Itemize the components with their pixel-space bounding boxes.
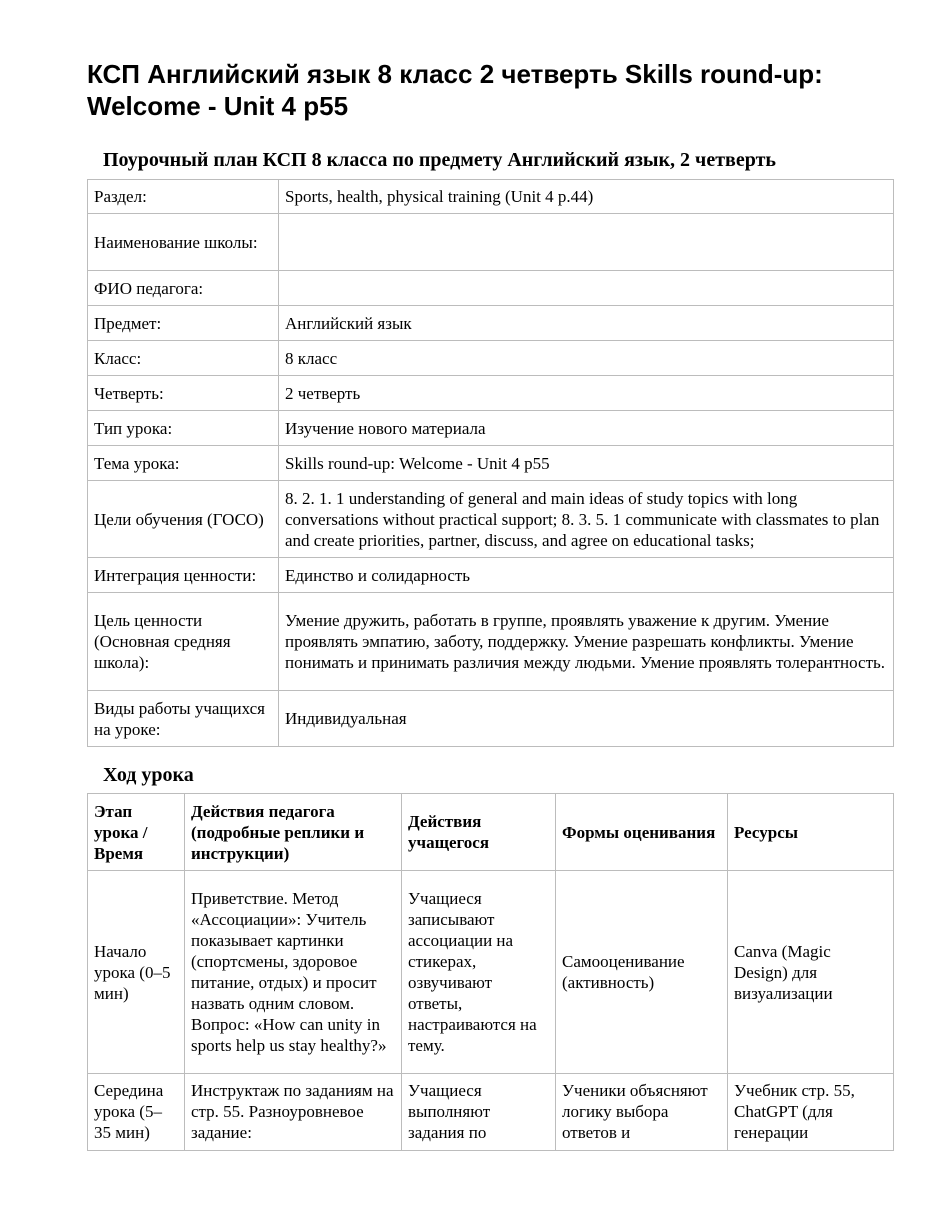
- document-title: КСП Английский язык 8 класс 2 четверть Skills round-up: Welcome - Unit 4 p55: [87, 59, 823, 121]
- info-value: 8 класс: [279, 341, 894, 376]
- table-cell: Приветствие. Метод «Ассоциации»: Учитель показывает картинки (спортсмены, здоровое питание, отдых) и просит назвать одним словом. Вопрос: «How can unity in sports help us stay healthy?»: [185, 871, 402, 1074]
- table-row: [88, 871, 894, 1074]
- table-header-row: [88, 794, 894, 871]
- table-row: [88, 558, 894, 593]
- table-row: [88, 271, 894, 306]
- info-label: Предмет:: [88, 306, 279, 341]
- table-row: [88, 691, 894, 747]
- table-row: [88, 1074, 894, 1151]
- info-label: Класс:: [88, 341, 279, 376]
- table-cell: Начало урока (0–5 мин): [88, 871, 185, 1074]
- info-value: [279, 214, 894, 271]
- table-cell: Середина урока (5–35 мин): [88, 1074, 185, 1151]
- table-cell: Инструктаж по заданиям на стр. 55. Разноуровневое задание:: [185, 1074, 402, 1151]
- column-header-teacher-actions: Действия педагога (подробные реплики и инструкции): [185, 794, 402, 871]
- lesson-plan-heading: Поурочный план КСП 8 класса по предмету Английский язык, 2 четверть: [103, 149, 776, 171]
- table-cell: Учебник стр. 55, ChatGPT (для генерации: [728, 1074, 894, 1151]
- lesson-flow-table: [87, 793, 894, 1151]
- table-row: [88, 180, 894, 214]
- column-header-resources: Ресурсы: [728, 794, 894, 871]
- info-label: Виды работы учащихся на уроке:: [88, 691, 279, 747]
- table-row: [88, 214, 894, 271]
- table-row: [88, 446, 894, 481]
- table-row: [88, 481, 894, 558]
- lesson-info-table: [87, 179, 894, 747]
- column-header-stage: Этап урока / Время: [88, 794, 185, 871]
- info-label: Цель ценности (Основная средняя школа):: [88, 593, 279, 691]
- info-label: ФИО педагога:: [88, 271, 279, 306]
- table-cell: Учащиеся выполняют задания по: [402, 1074, 556, 1151]
- table-cell: Учащиеся записывают ассоциации на стикерах, озвучивают ответы, настраиваются на тему.: [402, 871, 556, 1074]
- info-value: Skills round-up: Welcome - Unit 4 p55: [279, 446, 894, 481]
- info-label: Тип урока:: [88, 411, 279, 446]
- info-value: [279, 271, 894, 306]
- info-value: 8. 2. 1. 1 understanding of general and main ideas of study topics with long conversations without practical support; 8. 3. 5. 1 communicate with classmates to plan and create priorities, partner, discuss, and agree on educational tasks;: [279, 481, 894, 558]
- table-row: [88, 376, 894, 411]
- info-value: 2 четверть: [279, 376, 894, 411]
- table-row: [88, 593, 894, 691]
- info-label: Цели обучения (ГОСО): [88, 481, 279, 558]
- lesson-flow-heading: Ход урока: [103, 764, 194, 786]
- table-cell: Canva (Magic Design) для визуализации: [728, 871, 894, 1074]
- table-cell: Самооценивание (активность): [556, 871, 728, 1074]
- info-label: Четверть:: [88, 376, 279, 411]
- column-header-assessment: Формы оценивания: [556, 794, 728, 871]
- info-value: Единство и солидарность: [279, 558, 894, 593]
- info-label: Тема урока:: [88, 446, 279, 481]
- info-value: Изучение нового материала: [279, 411, 894, 446]
- table-row: [88, 306, 894, 341]
- table-row: [88, 411, 894, 446]
- info-value: Sports, health, physical training (Unit 4 p.44): [279, 180, 894, 214]
- info-value: Английский язык: [279, 306, 894, 341]
- table-cell: Ученики объясняют логику выбора ответов и: [556, 1074, 728, 1151]
- column-header-student-actions: Действия учащегося: [402, 794, 556, 871]
- info-value: Индивидуальная: [279, 691, 894, 747]
- table-row: [88, 341, 894, 376]
- info-value: Умение дружить, работать в группе, проявлять уважение к другим. Умение проявлять эмпатию, заботу, поддержку. Умение разрешать конфликты. Умение понимать и принимать различия между людьми. Умение проявлять толерантность.: [279, 593, 894, 691]
- info-label: Раздел:: [88, 180, 279, 214]
- info-label: Наименование школы:: [88, 214, 279, 271]
- info-label: Интеграция ценности:: [88, 558, 279, 593]
